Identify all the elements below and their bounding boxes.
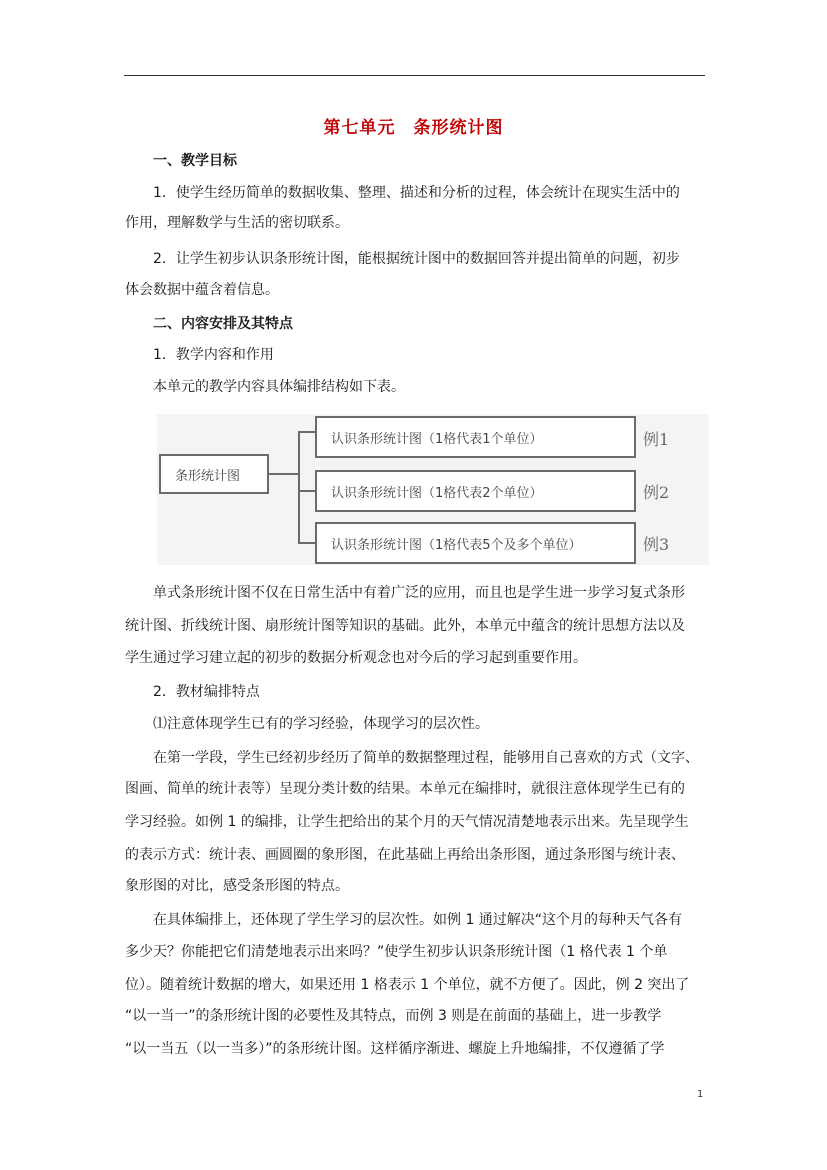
paragraph-line: 图画、简单的统计表等）呈现分类计数的结果。本单元在编排时，就很注意体现学生已有的: [125, 781, 685, 797]
example-label: 例1: [643, 430, 670, 449]
paragraph-line: 单式条形统计图不仅在日常生活中有着广泛的应用，而且也是学生进一步学习复式条形: [153, 585, 685, 601]
diagram-branch-label: 认识条形统计图（1格代表5个及多个单位）: [331, 537, 582, 553]
paragraph-line: 作用，理解数学与生活的密切联系。: [125, 215, 349, 231]
paragraph-line: 的表示方式：统计表、画圆圈的象形图，在此基础上再给出条形图，通过条形图与统计表、: [125, 847, 685, 863]
paragraph-line: 本单元的教学内容具体编排结构如下表。: [153, 379, 405, 395]
example-label: 例3: [643, 535, 670, 554]
section-heading-goals: 一、教学目标: [153, 153, 237, 169]
paragraph-line: 体会数据中蕴含着信息。: [125, 282, 279, 298]
connector-line: [298, 542, 315, 544]
structure-diagram: [157, 414, 709, 565]
paragraph-line: 在第一学段，学生已经初步经历了简单的数据整理过程，能够用自己喜欢的方式（文字、: [153, 750, 699, 766]
paragraph-line: 学生通过学习建立起的初步的数据分析观念也对今后的学习起到重要作用。: [125, 650, 587, 666]
paragraph-line: 1．使学生经历简单的数据收集、整理、描述和分析的过程，体会统计在现实生活中的: [153, 185, 680, 201]
subheading-content-role: 1．教学内容和作用: [153, 347, 274, 363]
page-title: 第七单元 条形统计图: [323, 118, 504, 138]
connector-line: [298, 490, 315, 492]
paragraph-line: 在具体编排上，还体现了学生学习的层次性。如例 1 通过解决“这个月的每种天气各有: [153, 912, 683, 928]
header-rule: [124, 75, 705, 76]
paragraph-line: 学习经验。如例 1 的编排，让学生把给出的某个月的天气情况清楚地表示出来。先呈现学生: [125, 814, 689, 830]
paragraph-line: 多少天？你能把它们清楚地表示出来吗？”使学生初步认识条形统计图（1 格代表 1 个单: [125, 944, 668, 960]
connector-line: [298, 431, 315, 433]
paragraph-line: 位）。随着统计数据的增大，如果还用 1 格表示 1 个单位，就不方便了。因此，例 2 突出了: [125, 977, 690, 993]
paragraph-line: 统计图、折线统计图、扇形统计图等知识的基础。此外，本单元中蕴含的统计思想方法以及: [125, 618, 685, 634]
paragraph-line: 2．让学生初步认识条形统计图，能根据统计图中的数据回答并提出简单的问题，初步: [153, 251, 680, 267]
diagram-root-box: [159, 454, 269, 494]
diagram-branch-label: 认识条形统计图（1格代表1个单位）: [331, 431, 543, 447]
section-heading-content: 二、内容安排及其特点: [153, 316, 293, 332]
paragraph-line: “以一当五（以一当多）”的条形统计图。这样循序渐进、螺旋上升地编排，不仅遵循了学: [125, 1041, 665, 1057]
example-label: 例2: [643, 483, 670, 502]
subheading-textbook-features: 2．教材编排特点: [153, 684, 260, 700]
connector-line: [269, 473, 299, 475]
paragraph-line: 象形图的对比，感受条形图的特点。: [125, 878, 349, 894]
diagram-branch-label: 认识条形统计图（1格代表2个单位）: [331, 485, 543, 501]
diagram-branch-box: [315, 522, 636, 564]
diagram-branch-box: [315, 416, 636, 458]
point-heading: ⑴注意体现学生已有的学习经验，体现学习的层次性。: [153, 716, 489, 732]
paragraph-line: “以一当一”的条形统计图的必要性及其特点，而例 3 则是在前面的基础上，进一步教学: [125, 1008, 662, 1024]
connector-line: [298, 431, 300, 544]
diagram-branch-box: [315, 470, 636, 512]
diagram-root-label: 条形统计图: [175, 468, 241, 484]
page-number: 1: [697, 1089, 704, 1100]
